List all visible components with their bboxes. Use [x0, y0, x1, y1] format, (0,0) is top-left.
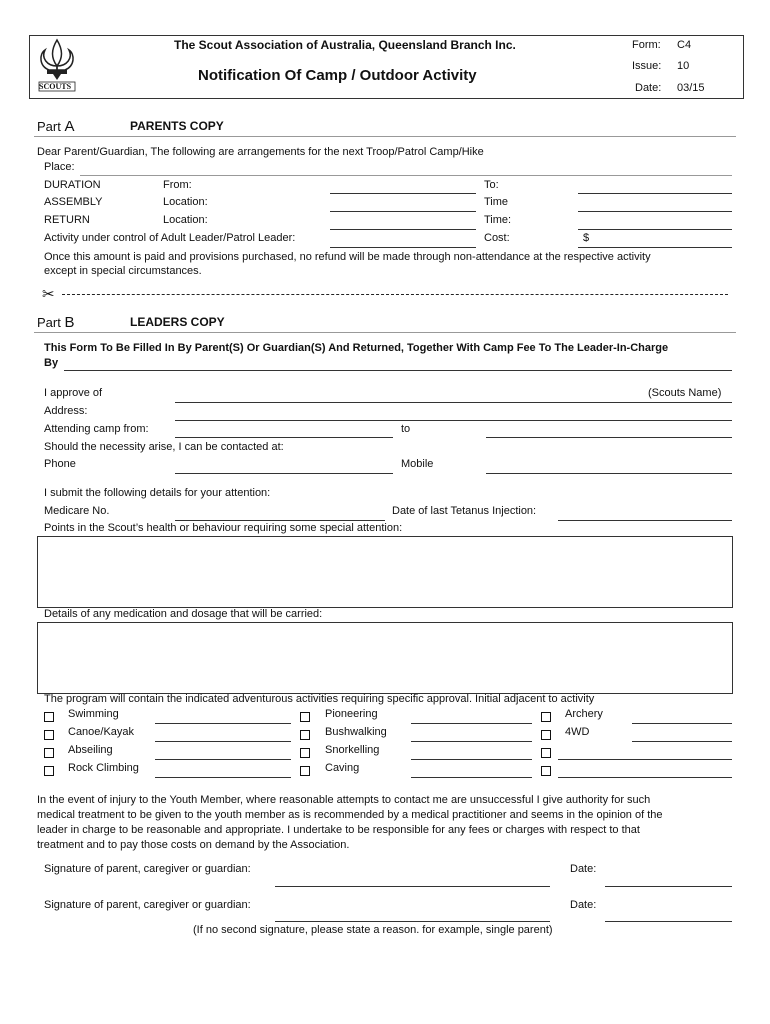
phone-field[interactable]: [175, 473, 393, 474]
leaders-copy-heading: LEADERS COPY: [130, 315, 225, 329]
activity-initial-field[interactable]: [155, 777, 291, 778]
part-word: Part: [37, 315, 61, 330]
to-field[interactable]: [578, 193, 732, 194]
4wd-checkbox[interactable]: [541, 730, 551, 740]
other-activity-checkbox[interactable]: [541, 766, 551, 776]
date-field-1[interactable]: [605, 886, 732, 887]
from-field[interactable]: [330, 193, 476, 194]
assembly-location-label: Location:: [163, 196, 208, 208]
place-label: Place:: [44, 161, 75, 173]
logo-text: SCOUTS: [39, 82, 72, 91]
by-label: By: [44, 357, 59, 369]
form-value: C4: [677, 39, 692, 51]
caving-checkbox[interactable]: [300, 766, 310, 776]
activity-label: Abseiling: [68, 744, 113, 756]
canoe-kayak-checkbox[interactable]: [44, 730, 54, 740]
attending-from-field[interactable]: [175, 437, 393, 438]
snorkelling-checkbox[interactable]: [300, 748, 310, 758]
bushwalking-checkbox[interactable]: [300, 730, 310, 740]
consent-text-1: In the event of injury to the Youth Member, where reasonable attempts to contact me are unsuccessful I give authority for such: [37, 794, 651, 806]
program-text: The program will contain the indicated adventurous activities requiring specific approval. Initial adjacent to activity: [44, 693, 595, 705]
activity-initial-field[interactable]: [411, 741, 532, 742]
instruction-text: This Form To Be Filled In By Parent(S) Or Guardian(S) And Returned, Together With Camp Fee To The Leader-In-Charge: [44, 342, 669, 354]
intro-text: Dear Parent/Guardian, The following are arrangements for the next Troop/Patrol Camp/Hike: [37, 146, 484, 158]
activity-label: Snorkelling: [325, 744, 380, 756]
duration-label: DURATION: [44, 179, 101, 191]
health-textarea[interactable]: [37, 536, 733, 608]
assembly-label: ASSEMBLY: [44, 196, 103, 208]
activity-initial-field[interactable]: [155, 723, 291, 724]
return-location-field[interactable]: [330, 229, 476, 230]
scissors-icon: ✂: [42, 285, 55, 303]
scouts-name-label: (Scouts Name): [648, 387, 722, 399]
cost-label: Cost:: [484, 232, 510, 244]
to-label: To:: [484, 179, 499, 191]
return-time-field[interactable]: [578, 229, 732, 230]
activity-initial-field[interactable]: [632, 723, 732, 724]
part-letter: B: [64, 314, 75, 331]
issue-value: 10: [677, 60, 690, 72]
activity-label: Rock Climbing: [68, 762, 139, 774]
activity-label: Canoe/Kayak: [68, 726, 135, 738]
second-signature-note: (If no second signature, please state a reason. for example, single parent): [193, 924, 553, 936]
medicare-field[interactable]: [175, 520, 385, 521]
part-letter: A: [64, 118, 75, 135]
activity-label: Caving: [325, 762, 360, 774]
form-title: Notification Of Camp / Outdoor Activity: [198, 67, 477, 84]
assembly-time-label: Time: [484, 196, 509, 208]
activity-label: 4WD: [565, 726, 590, 738]
rock-climbing-checkbox[interactable]: [44, 766, 54, 776]
other-activity-checkbox[interactable]: [541, 748, 551, 758]
date-label-2: Date:: [570, 899, 597, 911]
return-time-label: Time:: [484, 214, 512, 226]
consent-text-4: treatment and to pay those costs on demand by the Association.: [37, 839, 350, 851]
tetanus-label: Date of last Tetanus Injection:: [392, 505, 537, 517]
signature-field-1[interactable]: [275, 886, 550, 887]
signature-label-2: Signature of parent, caregiver or guardian:: [44, 899, 251, 911]
dollar-sign: $: [583, 232, 590, 244]
address-label: Address:: [44, 405, 88, 417]
activity-initial-field[interactable]: [155, 759, 291, 760]
control-label: Activity under control of Adult Leader/Patrol Leader:: [44, 232, 296, 244]
scout-name-field[interactable]: [175, 402, 732, 403]
submit-text: I submit the following details for your attention:: [44, 487, 271, 499]
activity-label: Bushwalking: [325, 726, 387, 738]
activity-initial-field[interactable]: [411, 723, 532, 724]
signature-label-1: Signature of parent, caregiver or guardian:: [44, 863, 251, 875]
leader-field[interactable]: [330, 247, 476, 248]
attending-label: Attending camp from:: [44, 423, 149, 435]
activity-label: Archery: [565, 708, 603, 720]
archery-checkbox[interactable]: [541, 712, 551, 722]
medication-textarea[interactable]: [37, 622, 733, 694]
activity-initial-field[interactable]: [155, 741, 291, 742]
other-activity-field[interactable]: [558, 777, 732, 778]
attending-to-field[interactable]: [486, 437, 732, 438]
activity-label: Pioneering: [325, 708, 378, 720]
other-activity-field[interactable]: [558, 759, 732, 760]
date-label-1: Date:: [570, 863, 597, 875]
org-name: The Scout Association of Australia, Queensland Branch Inc.: [174, 38, 516, 52]
date-value: 03/15: [677, 82, 705, 94]
approve-label: I approve of: [44, 387, 103, 399]
activity-initial-field[interactable]: [632, 741, 732, 742]
tetanus-field[interactable]: [558, 520, 732, 521]
assembly-time-field[interactable]: [578, 211, 732, 212]
address-field[interactable]: [175, 420, 732, 421]
abseiling-checkbox[interactable]: [44, 748, 54, 758]
part-b-rule: [34, 332, 736, 333]
part-a-rule: [34, 136, 736, 137]
pioneering-checkbox[interactable]: [300, 712, 310, 722]
date-label: Date:: [635, 82, 662, 94]
return-label: RETURN: [44, 214, 90, 226]
parents-copy-heading: PARENTS COPY: [130, 119, 224, 133]
part-a-label: [37, 118, 74, 135]
place-field[interactable]: [80, 175, 732, 176]
refund-text-2: except in special circumstances.: [44, 265, 202, 277]
health-label: Points in the Scout’s health or behaviour requiring some special attention:: [44, 522, 403, 534]
assembly-location-field[interactable]: [330, 211, 476, 212]
swimming-checkbox[interactable]: [44, 712, 54, 722]
activity-label: Swimming: [68, 708, 119, 720]
refund-text-1: Once this amount is paid and provisions purchased, no refund will be made through non-attendance at the respective activity: [44, 251, 651, 263]
medication-label: Details of any medication and dosage that will be carried:: [44, 608, 323, 620]
by-field[interactable]: [64, 370, 732, 371]
form-label: Form:: [632, 39, 661, 51]
from-label: From:: [163, 179, 192, 191]
activity-initial-field[interactable]: [411, 777, 532, 778]
part-b-label: [37, 314, 74, 331]
contact-label: Should the necessity arise, I can be contacted at:: [44, 441, 284, 453]
consent-text-3: leader in charge to be reasonable and appropriate. I undertake to be responsible for any fees or charges with respect to that: [37, 824, 640, 836]
cost-field[interactable]: [578, 247, 732, 248]
return-location-label: Location:: [163, 214, 208, 226]
consent-text-2: medical treatment to be given to the youth member as is recommended by a medical practitioner and seems in the opinion of the: [37, 809, 663, 821]
part-word: Part: [37, 119, 61, 134]
activity-initial-field[interactable]: [411, 759, 532, 760]
attending-to-label: to: [401, 423, 411, 435]
medicare-label: Medicare No.: [44, 505, 110, 517]
mobile-label: Mobile: [401, 458, 434, 470]
date-field-2[interactable]: [605, 921, 732, 922]
phone-label: Phone: [44, 458, 76, 470]
issue-label: Issue:: [632, 60, 662, 72]
mobile-field[interactable]: [486, 473, 732, 474]
cut-line: [62, 294, 728, 295]
signature-field-2[interactable]: [275, 921, 550, 922]
